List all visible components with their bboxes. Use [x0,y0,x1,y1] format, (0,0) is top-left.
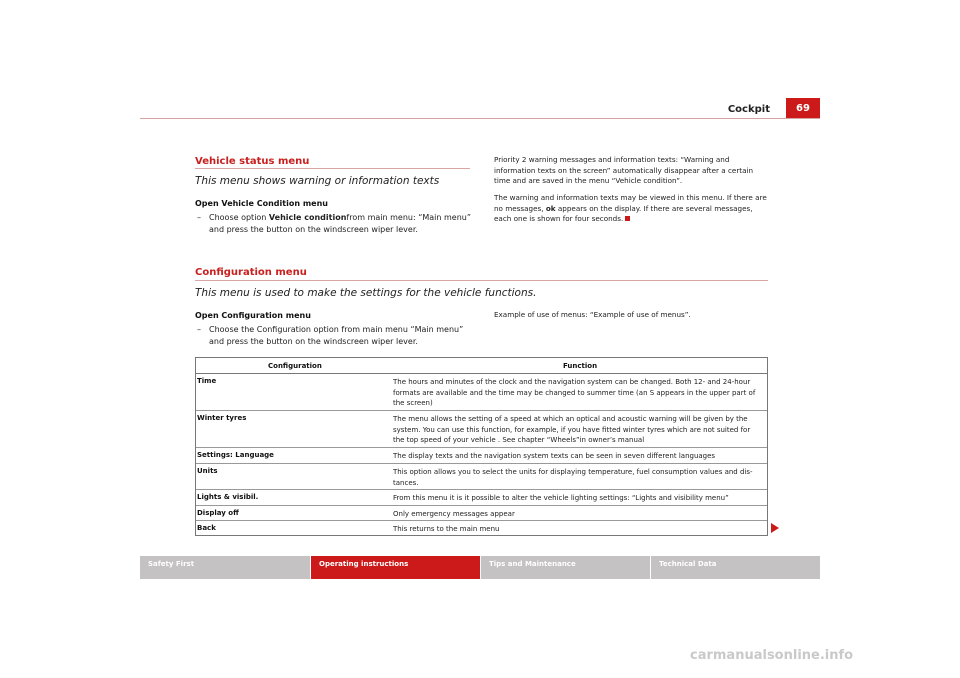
step-dash: – [197,325,201,334]
row-desc: The display texts and the navigation system texts can be seen in seven different languages [393,452,716,460]
step-dash: – [197,213,201,222]
row-name: Settings: Language [197,451,274,459]
next-page-arrow-icon[interactable] [771,523,779,533]
section-end-icon [625,216,630,221]
vehicle-status-open-heading: Open Vehicle Condition menu [195,199,328,208]
table-row [196,490,767,506]
footer-tab-operating-instructions[interactable]: Operating instructions [310,556,480,579]
vehicle-status-title: Vehicle status menu [195,156,310,167]
configuration-title: Configuration menu [195,267,307,278]
step-text [197,212,472,236]
row-desc: From this menu it is it possible to alter the vehicle lighting settings: “Lights and visibility menu” [393,494,729,502]
configuration-rule [195,280,768,281]
header-divider [140,118,820,119]
table-row [196,521,767,535]
table-row [196,448,767,464]
footer-tab-safety-first[interactable]: Safety First [140,556,310,579]
table-row [196,374,767,411]
table-row [196,506,767,521]
step-suffix: from main menu: “Main menu” and press the button on the windscreen wiper lever. [209,213,471,234]
footer-tab-technical-data[interactable]: Technical Data [650,556,820,579]
col-function-header: Function [563,362,598,370]
configuration-subtitle: This menu is used to make the settings for the vehicle functions. [195,287,537,299]
configuration-open-heading: Open Configuration menu [195,311,311,320]
row-name: Lights & visibil. [197,493,259,501]
row-desc: This option allows you to select the units for displaying temperature, fuel consumption values and dis-tances. [393,468,753,487]
step-prefix: Choose option [209,213,269,222]
para2-b: appears on the display. If there are several messages, each one is shown for four seconds. [494,203,753,223]
row-desc: The menu allows the setting of a speed at which an optical and acoustic warning will be given by the system. You can use this function, for example, if you have fitted winter tyres which are not suited for the top speed of your vehicle . See chapter “Wheels”in owner’s manual [393,415,751,444]
vehicle-status-para-1: Priority 2 warning messages and information texts: “Warning and information texts on the screen” automatically disappear after a certain time and are saved in the menu “Vehicle condition”. [494,155,754,185]
table-row [196,411,767,448]
row-desc: The hours and minutes of the clock and the navigation system can be changed. Both 12- and 24-hour formats are available and the time may be changed to summer time (an S appears in the upper part of the screen) [393,378,756,407]
row-name: Units [197,467,218,475]
row-desc: Only emergency messages appear [393,510,515,518]
vehicle-status-step [197,212,472,236]
para2-ok: ok [545,203,556,213]
row-name: Display off [197,509,239,517]
watermark: carmanualsonline.info [690,648,854,663]
page-header-title: Cockpit [727,104,770,115]
table-row [196,464,767,490]
vehicle-status-rule [195,168,470,169]
page-number: 69 [786,98,820,118]
footer-nav [140,556,820,579]
table-header [196,358,767,374]
row-name: Time [197,377,217,385]
step-text: Choose the Configuration option from main menu “Main menu” and press the button on the windscreen wiper lever. [209,325,464,346]
configuration-step [197,324,472,348]
row-desc: This returns to the main menu [393,525,500,533]
step-bold-option: Vehicle condition [268,213,347,222]
footer-tab-tips-maintenance[interactable]: Tips and Maintenance [480,556,650,579]
vehicle-status-subtitle: This menu shows warning or information texts [195,175,440,187]
vehicle-status-para-2 [494,193,770,225]
para2-a: The warning and information texts may be viewed in this menu. If there are no messages, [494,193,767,213]
configuration-table [195,357,768,536]
configuration-example: Example of use of menus: “Example of use of menus”. [494,310,691,319]
col-config-header: Configuration [268,362,322,370]
row-name: Back [197,524,216,532]
row-name: Winter tyres [197,414,247,422]
